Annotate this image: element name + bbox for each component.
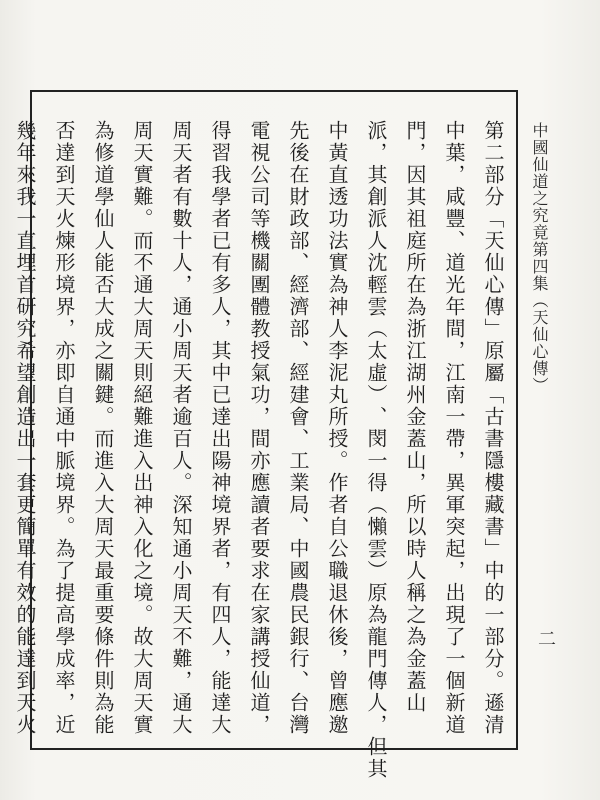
- text-column: [0, 120, 5, 740]
- text-column: 門，因其祖庭所在為浙江湖州金蓋山，所以時人稱之為金蓋山: [403, 120, 427, 714]
- text-column: 為修道學仙人能否大成之關鍵。而進入大周天最重要條件則為能: [91, 120, 115, 736]
- text-column: 中黃直透功法實為神人李泥丸所授。作者自公職退休後，曾應邀: [325, 120, 349, 736]
- page-number: 二: [538, 629, 556, 650]
- text-column: 電視公司等機關團體教授氣功，間亦應讀者要求在家講授仙道，: [247, 120, 271, 736]
- text-column: 先後在財政部、經濟部、經建會、工業局、中國農民銀行、台灣: [286, 120, 310, 736]
- text-column: 周天者有數十人，通小周天者逾百人。深知通小周天不難，通大: [169, 120, 193, 736]
- running-head: 中國仙道之究竟第四集︵天仙心傳︶: [530, 122, 549, 394]
- body-text: [13, 120, 512, 780]
- text-column: 第二部分「天仙心傳」原屬「古書隱樓藏書」中的一部分。遜清: [481, 120, 505, 736]
- text-column: 中葉，咸豐、道光年間，江南一帶，異軍突起，出現了一個新道: [442, 120, 466, 736]
- text-column: 否達到天火煉形境界，亦即自通中脈境界。為了提高學成率，近: [52, 120, 76, 736]
- text-column: 幾年來我一直埋首研究希望創造出一套更簡單有效的能達到天火: [13, 120, 37, 736]
- text-column: 得習我學者已有多人，其中已達出陽神境界者，有四人，能達大: [208, 120, 232, 736]
- text-column: 派，其創派人沈輕雲︵太虛︶、閔一得︵懶雲︶原為龍門傳人，但其: [364, 120, 388, 780]
- text-column: 周天實難。而不通大周天則絕難進入出神入化之境。故大周天實: [130, 120, 154, 736]
